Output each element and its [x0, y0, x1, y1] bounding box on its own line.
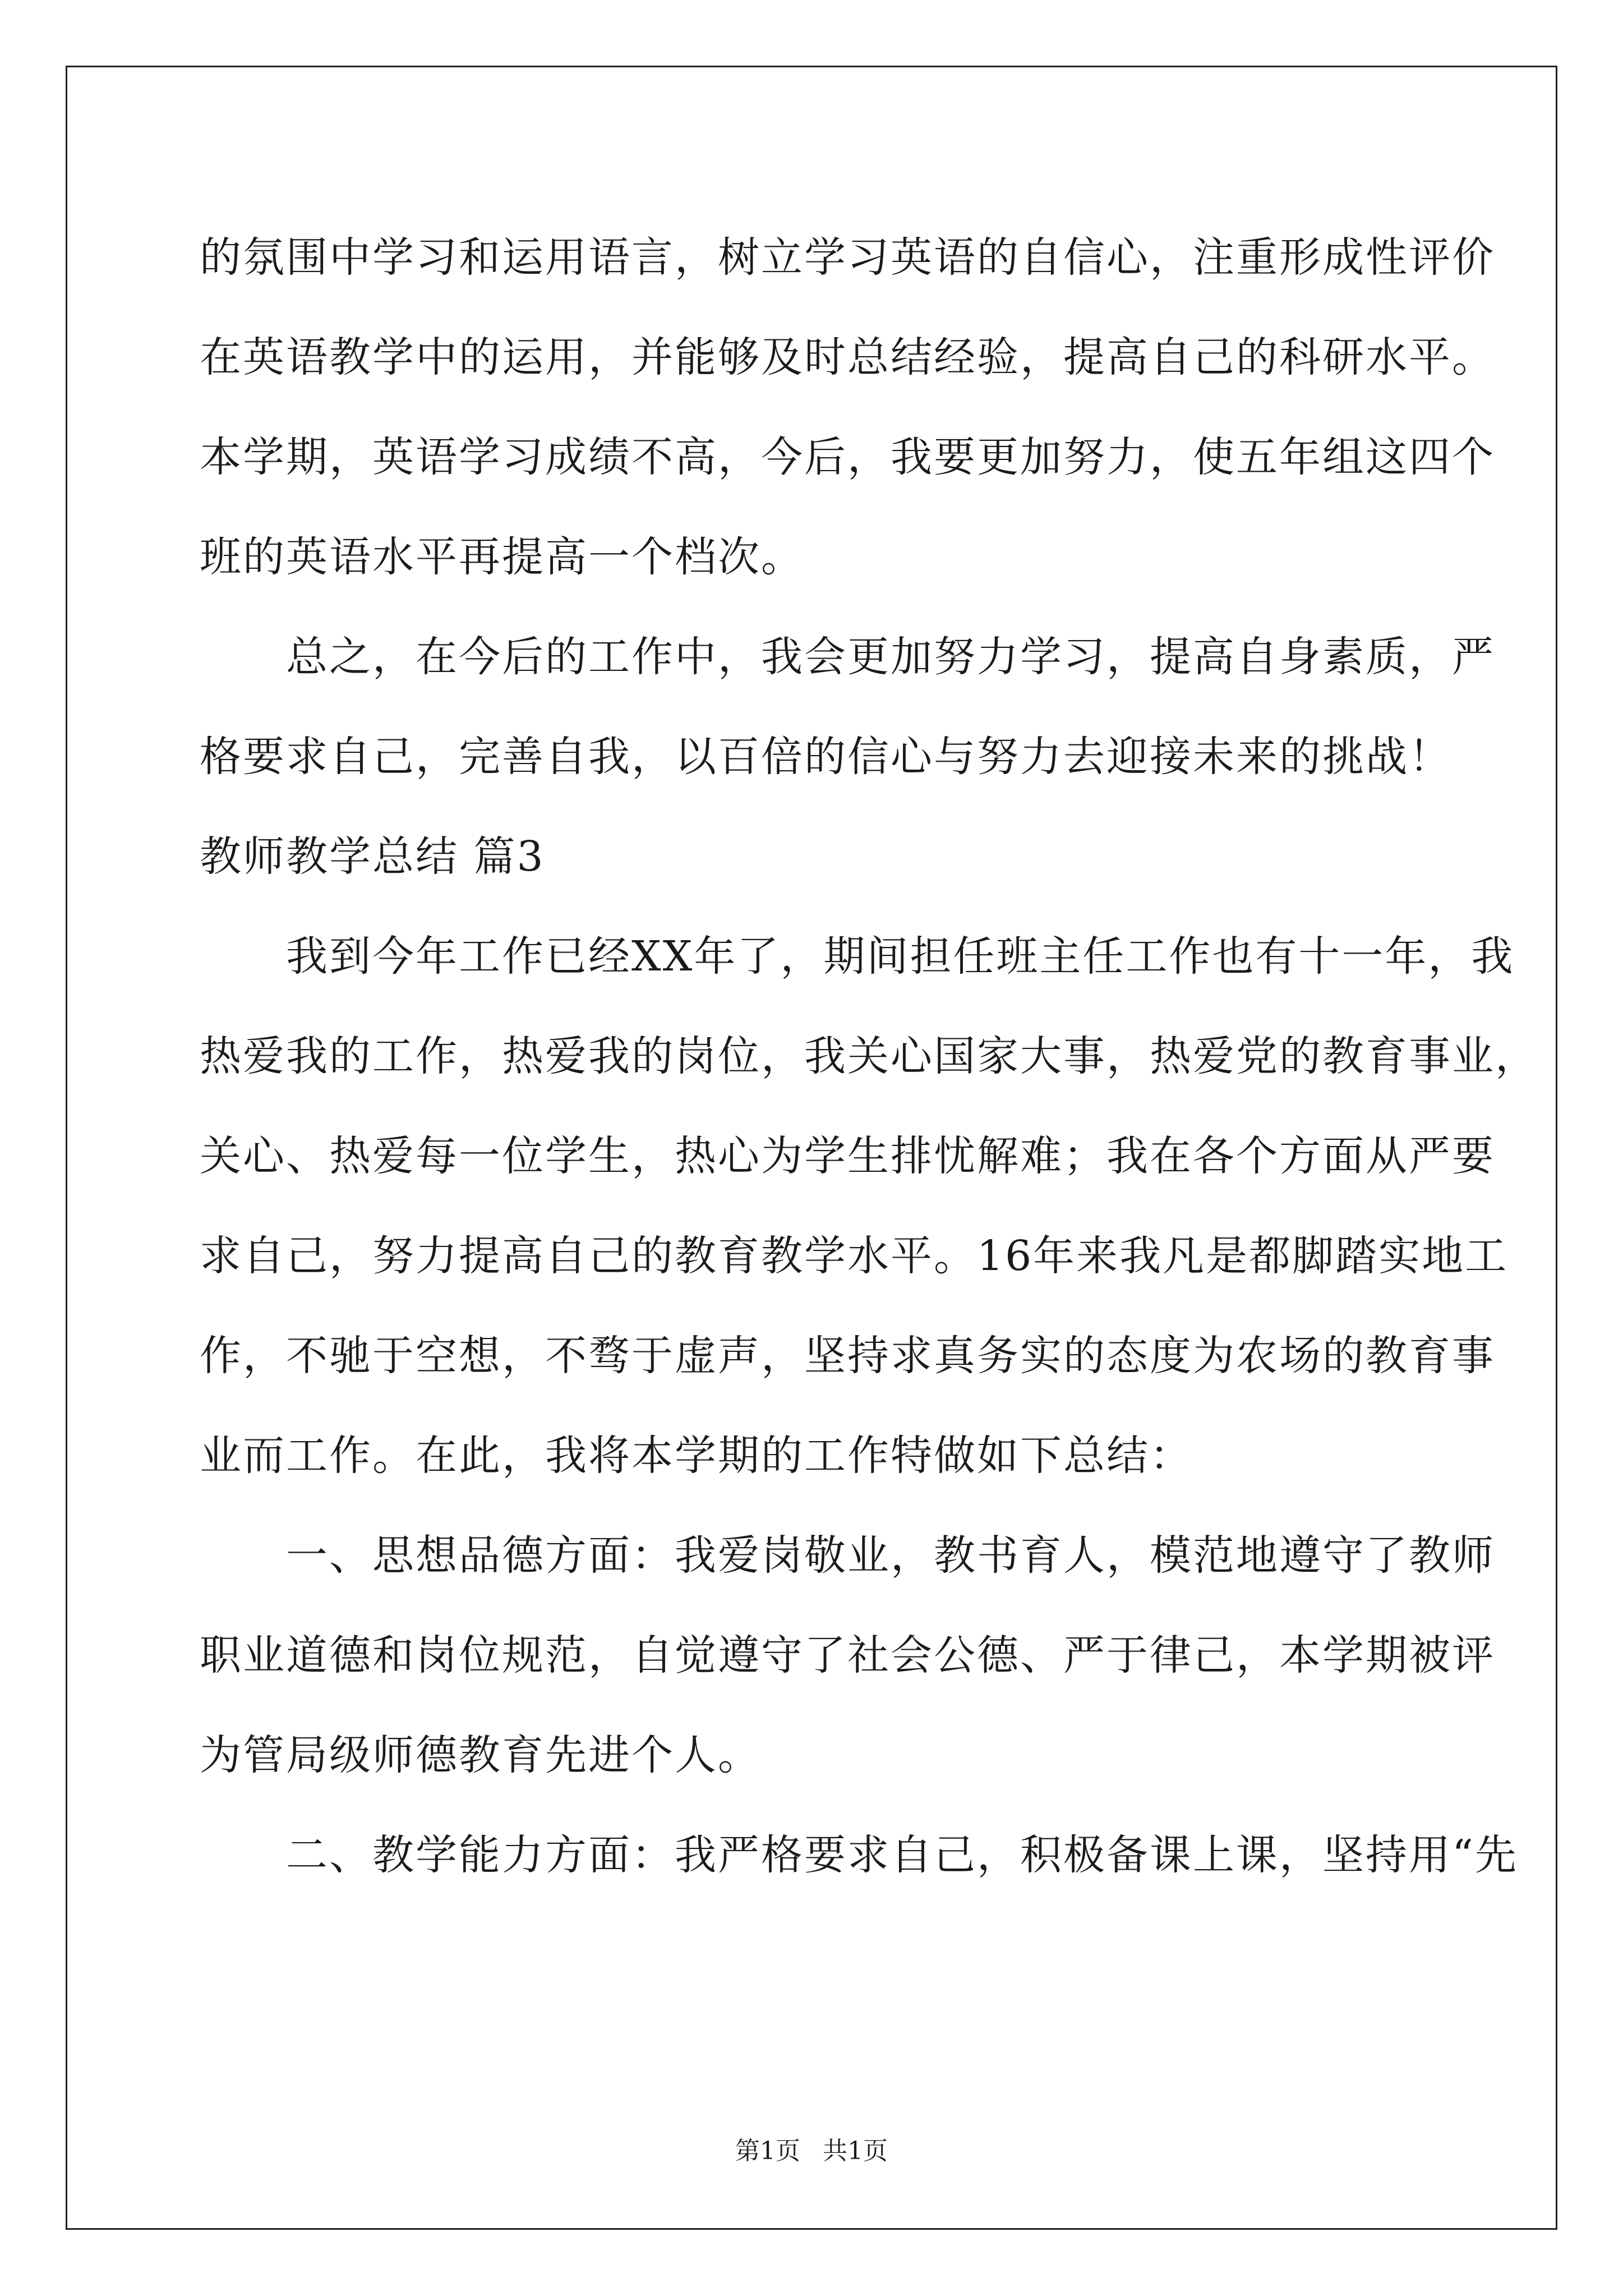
text-line: 在英语教学中的运用，并能够及时总结经验，提高自己的科研水平。 [200, 333, 1495, 381]
text-line: 班的英语水平再提高一个档次。 [200, 533, 804, 581]
text-line: 一、思想品德方面：我爱岗敬业，教书育人，模范地遵守了教师 [200, 1531, 1495, 1580]
page-footer [0, 2134, 1623, 2168]
text-line: 本学期，英语学习成绩不高，今后，我要更加努力，使五年组这四个 [200, 433, 1495, 481]
text-line: 二、教学能力方面：我严格要求自己，积极备课上课，坚持用“先 [200, 1831, 1518, 1879]
text-line: 我到今年工作已经XX年了，期间担任班主任工作也有十一年，我 [200, 932, 1515, 981]
text-line: 作，不驰于空想，不骛于虚声，坚持求真务实的态度为农场的教育事 [200, 1332, 1495, 1380]
text-line: 职业道德和岗位规范，自觉遵守了社会公德、严于律己，本学期被评 [200, 1631, 1495, 1680]
text-line: 业而工作。在此，我将本学期的工作特做如下总结： [200, 1432, 1193, 1480]
text-line: 热爱我的工作，热爱我的岗位，我关心国家大事，热爱党的教育事业， [200, 1032, 1538, 1080]
document-body [200, 208, 1538, 1905]
text-line: 的氛围中学习和运用语言，树立学习英语的自信心，注重形成性评价 [200, 233, 1495, 282]
text-line: 总之，在今后的工作中，我会更加努力学习，提高自身素质，严 [200, 633, 1495, 681]
page-number: 第1页 [735, 2137, 800, 2165]
section-heading: 教师教学总结 篇3 [200, 832, 545, 881]
text-line: 关心、热爱每一位学生，热心为学生排忧解难；我在各个方面从严要 [200, 1132, 1495, 1180]
text-line: 求自己，努力提高自己的教育教学水平。16年来我凡是都脚踏实地工 [200, 1232, 1509, 1280]
text-line: 格要求自己，完善自我，以百倍的信心与努力去迎接未来的挑战！ [200, 733, 1452, 781]
text-line: 为管局级师德教育先进个人。 [200, 1731, 761, 1779]
page-total: 共1页 [823, 2137, 888, 2165]
